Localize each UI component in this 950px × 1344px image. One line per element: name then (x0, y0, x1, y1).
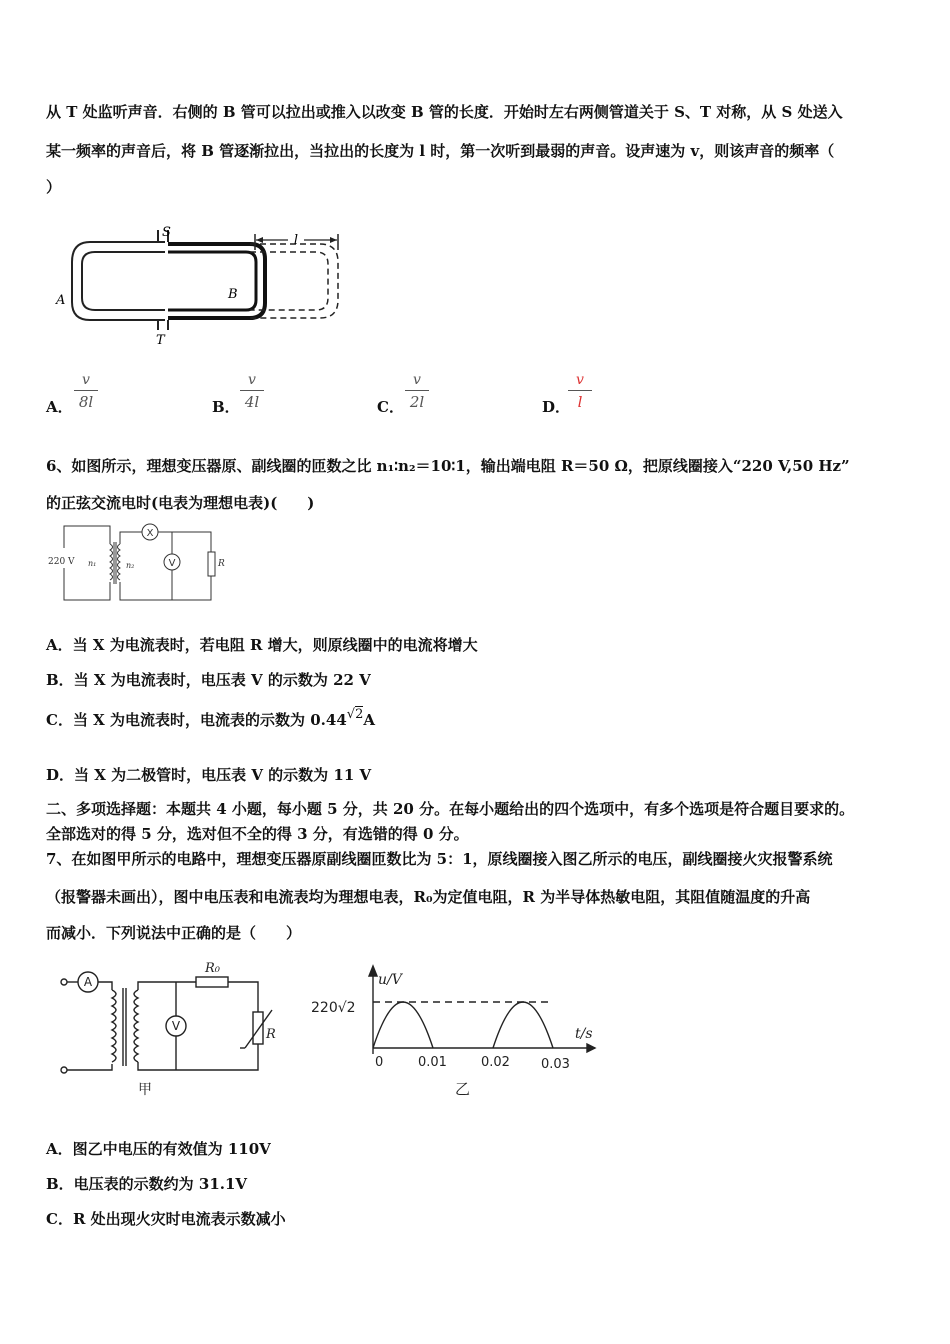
q7-yi-tick-0: 0 (375, 1055, 384, 1070)
q6-option-d: D．当 X 为二极管时，电压表 V 的示数为 11 V (46, 766, 372, 784)
q5-option-c-den: 2l (409, 393, 425, 411)
q5-option-d-den: l (577, 393, 583, 411)
q7-jia-r-label: R (266, 1027, 276, 1042)
q7-jia-r0-label: R₀ (205, 961, 220, 976)
q5-fig-label-l: l (293, 233, 299, 248)
q5-fig-label-s: S (162, 225, 171, 240)
q5-option-b-num: v (240, 370, 264, 391)
q5-text-line2: 某一频率的声音后，将 B 管逐渐拉出，当拉出的长度为 l 时，第一次听到最弱的声音。设声速为 v，则该声音的频率（ (46, 142, 835, 160)
q6-transformer-circuit (46, 520, 236, 604)
q7-text-line1: 7、在如图甲所示的电路中，理想变压器原副线圈匝数比为 5：1，原线圈接入图乙所示的电压，副线圈接火灾报警系统 (46, 850, 833, 868)
q7-option-a: A．图乙中电压的有效值为 110V (46, 1140, 271, 1158)
q6-option-a: A．当 X 为电流表时，若电阻 R 增大，则原线圈中的电流将增大 (46, 636, 478, 654)
q7-yi-tick-002: 0.02 (481, 1055, 510, 1070)
q6-fig-source-label: 220 V (48, 557, 75, 567)
q7-yi-ylabel: u/V (378, 972, 402, 988)
q5-text-line1: 从 T 处监听声音．右侧的 B 管可以拉出或推入以改变 B 管的长度．开始时左右两侧管道关于 S、T 对称，从 S 处送入 (46, 103, 843, 121)
q7-yi-peak-label: 220√2 (311, 1000, 356, 1016)
q6-fig-n1-label: n₁ (88, 559, 97, 568)
q6-fig-x-meter: X (146, 528, 154, 539)
q5-option-b-letter: B． (212, 398, 240, 416)
q5-option-a-den: 8l (78, 393, 94, 411)
q7-text-line3: 而减小．下列说法中正确的是（ ） (46, 924, 302, 942)
q5-option-d-num: v (568, 370, 592, 391)
q5-option-a-letter: A． (46, 398, 73, 416)
q6-fig-v-meter: V (168, 558, 176, 569)
q5-option-b-fraction (240, 370, 264, 413)
q5-tube-figure (50, 222, 350, 348)
q7-yi-caption: 乙 (455, 1080, 471, 1098)
q7-voltage-graph-yi (305, 954, 610, 1102)
q5-text-line3: ） (46, 178, 62, 196)
q7-yi-xlabel: t/s (575, 1026, 593, 1042)
q5-option-c-fraction (405, 370, 429, 413)
q7-jia-caption: 甲 (138, 1082, 152, 1098)
q6-option-c (46, 709, 375, 730)
q6-text-line2: 的正弦交流电时(电表为理想电表)( ) (46, 494, 315, 512)
q6-option-b: B．当 X 为电流表时，电压表 V 的示数为 22 V (46, 671, 371, 689)
q7-option-b: B．电压表的示数约为 31.1V (46, 1175, 248, 1193)
q6-option-c-unit: A (363, 711, 375, 729)
q6-option-c-root: 2 (355, 707, 364, 722)
q6-fig-r-label: R (218, 559, 225, 569)
q6-option-c-text: C．当 X 为电流表时，电流表的示数为 0.44 (46, 711, 347, 729)
q6-text-line1: 6、如图所示，理想变压器原、副线圈的匝数之比 n₁∶n₂＝10∶1，输出端电阻 R＝50 Ω，把原线圈接入“220 V,50 Hz” (46, 457, 850, 475)
q7-circuit-jia (50, 954, 290, 1102)
q6-fig-n2-label: n₂ (126, 561, 135, 570)
q5-option-d-fraction (568, 370, 592, 413)
q5-option-a-num: v (74, 370, 98, 391)
section2-line2: 全部选对的得 5 分，选对但不全的得 3 分，有选错的得 0 分。 (46, 825, 469, 843)
q7-yi-tick-003: 0.03 (541, 1057, 570, 1072)
q7-text-line2: （报警器未画出），图中电压表和电流表均为理想电表，R₀为定值电阻，R 为半导体热敏电阻，其阻值随温度的升高 (46, 888, 811, 906)
q5-fig-label-a: A (56, 293, 66, 308)
q5-fig-label-b: B (228, 287, 238, 302)
q7-jia-ammeter-label: A (83, 975, 93, 989)
q6-option-c-sqrt: √2 (346, 707, 364, 722)
section2-line1: 二、多项选择题：本题共 4 小题，每小题 5 分，共 20 分。在每小题给出的四个选项中，有多个选项是符合题目要求的。 (46, 800, 855, 818)
q7-yi-tick-001: 0.01 (418, 1055, 447, 1070)
q5-option-a-fraction (74, 370, 98, 413)
q5-option-c-letter: C． (377, 398, 404, 416)
q5-option-b-den: 4l (244, 393, 260, 411)
q7-jia-voltmeter-label: V (171, 1019, 181, 1033)
q5-option-c-num: v (405, 370, 429, 391)
q7-option-c: C．R 处出现火灾时电流表示数减小 (46, 1210, 286, 1228)
q5-option-d-letter: D． (542, 398, 571, 416)
q5-fig-label-t: T (156, 333, 165, 348)
